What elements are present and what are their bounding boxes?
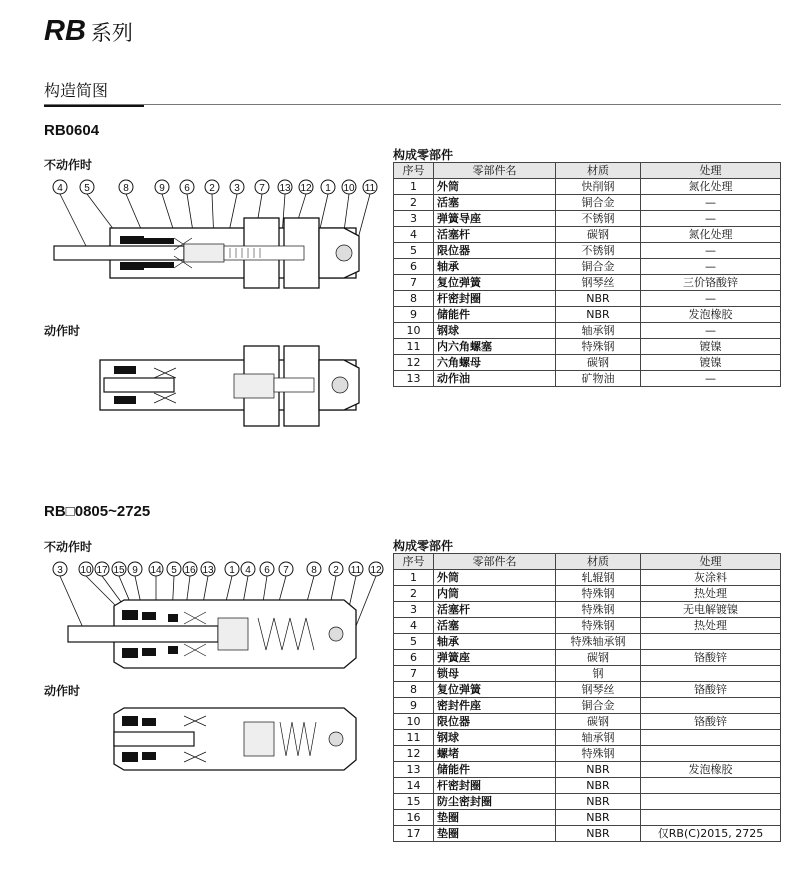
table-row (394, 810, 781, 826)
part-name: 复位弹簧 (434, 275, 556, 291)
model-2-callout: 6 (264, 565, 270, 576)
part-treatment: 热处理 (641, 586, 781, 602)
model-1-callout: 3 (234, 183, 240, 194)
row-number: 14 (394, 778, 434, 794)
part-material: NBR (556, 762, 641, 778)
part-name: 储能件 (434, 762, 556, 778)
part-name: 钢球 (434, 323, 556, 339)
row-number: 10 (394, 714, 434, 730)
part-treatment: — (641, 195, 781, 211)
table-row (394, 371, 781, 387)
part-treatment (641, 730, 781, 746)
table-row (394, 826, 781, 842)
table-row (394, 682, 781, 698)
model-2-callout: 15 (113, 565, 125, 576)
part-name: 六角螺母 (434, 355, 556, 371)
table-row (394, 323, 781, 339)
part-material: NBR (556, 291, 641, 307)
part-material: NBR (556, 826, 641, 842)
part-name: 复位弹簧 (434, 682, 556, 698)
table-row (394, 195, 781, 211)
part-treatment: 铬酸锌 (641, 682, 781, 698)
model-1-state-rest: 不动作时 (44, 158, 93, 172)
part-material: 轴承钢 (556, 323, 641, 339)
model-2-rest-drawing (44, 558, 394, 678)
part-treatment: 氮化处理 (641, 227, 781, 243)
model-1-callout: 11 (364, 183, 376, 194)
model-1-parts-table (393, 162, 781, 387)
row-number: 15 (394, 794, 434, 810)
part-name: 密封件座 (434, 698, 556, 714)
row-number: 9 (394, 307, 434, 323)
part-treatment: 三价铬酸锌 (641, 275, 781, 291)
model-1-callout: 10 (343, 183, 355, 194)
row-number: 5 (394, 634, 434, 650)
table-row (394, 666, 781, 682)
column-header: 序号 (394, 163, 434, 179)
part-name: 活塞杆 (434, 227, 556, 243)
part-treatment: — (641, 371, 781, 387)
part-name: 活塞杆 (434, 602, 556, 618)
column-header: 处理 (641, 163, 781, 179)
model-1-callout: 8 (123, 183, 129, 194)
model-2-callout: 5 (171, 565, 177, 576)
part-name: 弹簧座 (434, 650, 556, 666)
column-header: 零部件名 (434, 163, 556, 179)
part-treatment: 发泡橡胶 (641, 307, 781, 323)
row-number: 12 (394, 746, 434, 762)
part-material: 碳钢 (556, 355, 641, 371)
model-2-callout: 10 (80, 565, 92, 576)
row-number: 3 (394, 602, 434, 618)
table-row (394, 714, 781, 730)
row-number: 7 (394, 275, 434, 291)
table-row (394, 243, 781, 259)
part-material: 特殊钢 (556, 746, 641, 762)
part-treatment: 热处理 (641, 618, 781, 634)
part-material: 轴承钢 (556, 730, 641, 746)
model-2-parts-title: 构成零部件 (393, 539, 454, 553)
part-material: NBR (556, 307, 641, 323)
table-header-row (394, 554, 781, 570)
part-treatment (641, 666, 781, 682)
model-1-callout: 13 (279, 183, 291, 194)
table-row (394, 259, 781, 275)
part-treatment: 发泡橡胶 (641, 762, 781, 778)
row-number: 7 (394, 666, 434, 682)
model-2-active-drawing (44, 700, 394, 780)
part-material: 碳钢 (556, 714, 641, 730)
model-2-callout: 9 (132, 565, 138, 576)
part-material: 不锈钢 (556, 243, 641, 259)
row-number: 8 (394, 291, 434, 307)
model-2-callout: 14 (150, 565, 162, 576)
row-number: 10 (394, 323, 434, 339)
table-row (394, 307, 781, 323)
part-treatment (641, 746, 781, 762)
part-name: 弹簧导座 (434, 211, 556, 227)
part-name: 活塞 (434, 195, 556, 211)
part-material: 钢 (556, 666, 641, 682)
table-row (394, 650, 781, 666)
part-name: 垫圈 (434, 810, 556, 826)
table-row (394, 746, 781, 762)
part-name: 杆密封圈 (434, 291, 556, 307)
series-code: RB (44, 15, 86, 47)
part-material: 钢琴丝 (556, 275, 641, 291)
model-1-parts-body (394, 179, 781, 387)
model-2-parts-table (393, 553, 781, 842)
series-title (44, 14, 133, 50)
part-treatment (641, 778, 781, 794)
table-row (394, 730, 781, 746)
part-material: 矿物油 (556, 371, 641, 387)
part-treatment: 铬酸锌 (641, 650, 781, 666)
model-1-callout: 6 (184, 183, 190, 194)
part-treatment: — (641, 291, 781, 307)
part-treatment: 无电解镀镍 (641, 602, 781, 618)
model-2-callout: 3 (57, 565, 63, 576)
part-name: 轴承 (434, 259, 556, 275)
part-material: 不锈钢 (556, 211, 641, 227)
model-2-name: RB□0805~2725 (44, 503, 151, 520)
row-number: 12 (394, 355, 434, 371)
part-name: 动作油 (434, 371, 556, 387)
column-header: 零部件名 (434, 554, 556, 570)
model-2-callout: 12 (370, 565, 382, 576)
model-2-callout: 2 (333, 565, 339, 576)
part-material: 碳钢 (556, 650, 641, 666)
row-number: 1 (394, 179, 434, 195)
model-1-name: RB0604 (44, 122, 100, 139)
table-row (394, 762, 781, 778)
table-row (394, 778, 781, 794)
table-row (394, 634, 781, 650)
part-name: 外筒 (434, 179, 556, 195)
model-1-callout: 12 (300, 183, 312, 194)
column-header: 序号 (394, 554, 434, 570)
part-treatment: 氮化处理 (641, 179, 781, 195)
column-header: 材质 (556, 163, 641, 179)
table-row (394, 794, 781, 810)
model-2-callout: 1 (229, 565, 235, 576)
row-number: 8 (394, 682, 434, 698)
model-1-callout: 9 (159, 183, 165, 194)
table-header-row (394, 163, 781, 179)
column-header: 材质 (556, 554, 641, 570)
row-number: 9 (394, 698, 434, 714)
table-row (394, 211, 781, 227)
model-2-callout: 7 (283, 565, 289, 576)
part-treatment: 镀镍 (641, 339, 781, 355)
section-title: 构造简图 (44, 80, 144, 107)
part-name: 活塞 (434, 618, 556, 634)
part-material: 特殊钢 (556, 602, 641, 618)
part-name: 垫圈 (434, 826, 556, 842)
part-name: 内六角螺塞 (434, 339, 556, 355)
part-name: 内筒 (434, 586, 556, 602)
part-treatment (641, 810, 781, 826)
part-material: 铜合金 (556, 698, 641, 714)
part-treatment: 镀镍 (641, 355, 781, 371)
part-material: NBR (556, 794, 641, 810)
table-row (394, 355, 781, 371)
part-name: 限位器 (434, 243, 556, 259)
model-2-callout: 13 (202, 565, 214, 576)
model-1-callout: 7 (259, 183, 265, 194)
part-material: 特殊钢 (556, 586, 641, 602)
row-number: 6 (394, 650, 434, 666)
row-number: 1 (394, 570, 434, 586)
model-1-rest-drawing (44, 176, 394, 316)
table-row (394, 275, 781, 291)
row-number: 11 (394, 339, 434, 355)
model-2-callout: 4 (245, 565, 251, 576)
table-row (394, 227, 781, 243)
model-1-callout: 1 (325, 183, 331, 194)
part-name: 钢球 (434, 730, 556, 746)
row-number: 13 (394, 762, 434, 778)
table-row (394, 698, 781, 714)
part-treatment (641, 794, 781, 810)
part-name: 螺堵 (434, 746, 556, 762)
part-name: 储能件 (434, 307, 556, 323)
row-number: 13 (394, 371, 434, 387)
model-2-state-rest: 不动作时 (44, 540, 93, 554)
model-1-parts-title: 构成零部件 (393, 148, 454, 162)
model-2-callout: 11 (350, 565, 362, 576)
part-treatment (641, 698, 781, 714)
row-number: 4 (394, 618, 434, 634)
part-material: 特殊钢 (556, 339, 641, 355)
part-treatment: — (641, 259, 781, 275)
row-number: 2 (394, 195, 434, 211)
model-1-active-drawing (44, 338, 394, 438)
part-material: 特殊轴承钢 (556, 634, 641, 650)
row-number: 4 (394, 227, 434, 243)
part-name: 防尘密封圈 (434, 794, 556, 810)
part-material: NBR (556, 810, 641, 826)
table-row (394, 570, 781, 586)
part-material: NBR (556, 778, 641, 794)
series-suffix: 系列 (90, 21, 133, 45)
part-material: 铜合金 (556, 259, 641, 275)
model-2-callout: 16 (184, 565, 196, 576)
row-number: 3 (394, 211, 434, 227)
row-number: 11 (394, 730, 434, 746)
part-treatment: 灰涂料 (641, 570, 781, 586)
part-treatment (641, 634, 781, 650)
table-row (394, 586, 781, 602)
row-number: 2 (394, 586, 434, 602)
model-1-state-active: 动作时 (44, 324, 81, 338)
model-2-parts-body (394, 570, 781, 842)
row-number: 17 (394, 826, 434, 842)
table-row (394, 339, 781, 355)
model-2-callout: 8 (311, 565, 317, 576)
model-2-callout: 17 (96, 565, 108, 576)
part-material: 快削钢 (556, 179, 641, 195)
part-treatment: 铬酸锌 (641, 714, 781, 730)
model-1-callout: 5 (84, 183, 90, 194)
part-treatment: 仅RB(C)2015, 2725 (641, 826, 781, 842)
section-divider (44, 104, 781, 105)
model-1-callout: 2 (209, 183, 215, 194)
part-material: 碳钢 (556, 227, 641, 243)
part-treatment: — (641, 323, 781, 339)
part-material: 特殊钢 (556, 618, 641, 634)
row-number: 16 (394, 810, 434, 826)
model-2-state-active: 动作时 (44, 684, 81, 698)
part-name: 限位器 (434, 714, 556, 730)
part-material: 钢琴丝 (556, 682, 641, 698)
column-header: 处理 (641, 554, 781, 570)
part-treatment: — (641, 211, 781, 227)
row-number: 6 (394, 259, 434, 275)
part-name: 外筒 (434, 570, 556, 586)
table-row (394, 602, 781, 618)
part-material: 铜合金 (556, 195, 641, 211)
part-material: 轧辊钢 (556, 570, 641, 586)
table-row (394, 291, 781, 307)
table-row (394, 618, 781, 634)
model-1-callout: 4 (57, 183, 63, 194)
part-name: 轴承 (434, 634, 556, 650)
row-number: 5 (394, 243, 434, 259)
table-row (394, 179, 781, 195)
part-name: 杆密封圈 (434, 778, 556, 794)
part-name: 锁母 (434, 666, 556, 682)
part-treatment: — (641, 243, 781, 259)
